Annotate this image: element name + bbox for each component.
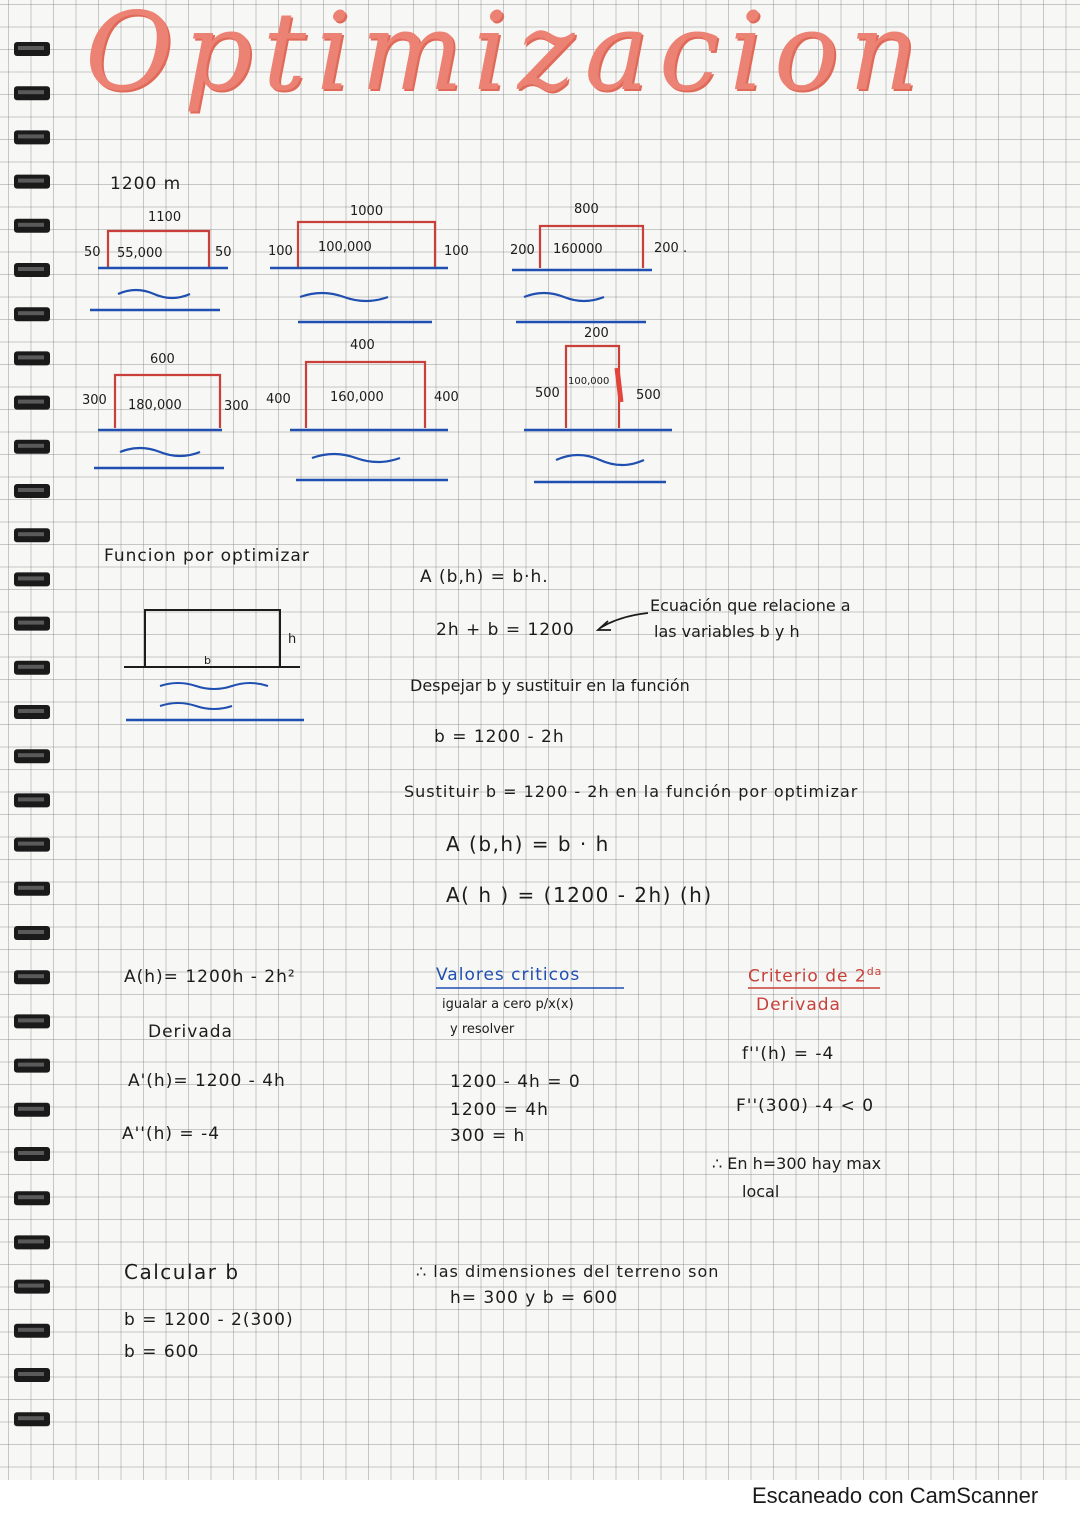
- constraint-note: las variables b y h: [654, 622, 800, 641]
- calc-b-line: b = 1200 - 2(300): [124, 1310, 294, 1330]
- top-length: 1100: [148, 210, 182, 225]
- top-length: 600: [150, 352, 175, 367]
- criterion-subheading: Derivada: [756, 995, 841, 1015]
- section-heading: Funcion por optimizar: [104, 546, 310, 566]
- side-length: 400: [266, 392, 291, 407]
- criterion-conclusion: ∴ En h=300 hay max: [712, 1154, 882, 1173]
- constraint-equation: 2h + b = 1200: [436, 620, 575, 640]
- area-value: 55,000: [117, 246, 163, 261]
- critical-equation: 1200 = 4h: [450, 1100, 549, 1120]
- critical-heading: Valores criticos: [436, 965, 581, 985]
- area-value: 160,000: [330, 390, 384, 405]
- perimeter-label: 1200 m: [110, 174, 182, 194]
- critical-instruction: igualar a cero p/x(x): [442, 997, 574, 1012]
- field-diagram: [94, 375, 224, 468]
- area-value: 160000: [553, 242, 603, 257]
- diagram-h-label: h: [288, 632, 297, 647]
- field-diagram: [90, 231, 228, 310]
- side-length: 500: [535, 386, 560, 401]
- top-length: 1000: [350, 204, 384, 219]
- side-length: 50: [84, 245, 101, 260]
- side-length: 500: [636, 388, 661, 403]
- side-length: 100: [268, 244, 293, 259]
- side-length: 300: [224, 399, 249, 414]
- derivada-label: Derivada: [148, 1022, 233, 1042]
- instruction: Sustituir b = 1200 - 2h en la función por optimizar: [404, 782, 859, 801]
- arrow: [598, 613, 648, 630]
- field-diagram: [512, 226, 652, 322]
- side-length: 400: [434, 390, 459, 405]
- expanded-function: A(h)= 1200h - 2h²: [124, 967, 296, 987]
- constraint-note: Ecuación que relacione a: [650, 596, 851, 615]
- top-length: 200: [584, 326, 609, 341]
- page-title: Optimizacion: [85, 0, 929, 115]
- critical-instruction: y resolver: [450, 1022, 515, 1037]
- first-derivative: A'(h)= 1200 - 4h: [128, 1071, 286, 1091]
- area-value: 180,000: [128, 398, 182, 413]
- top-length: 800: [574, 202, 599, 217]
- field-diagram: [290, 362, 448, 480]
- side-length: 50: [215, 245, 232, 260]
- area-equation: A (b,h) = b · h: [446, 832, 610, 856]
- side-length: 300: [82, 393, 107, 408]
- criterion-conclusion: local: [742, 1182, 780, 1201]
- instruction: Despejar b y sustituir en la función: [410, 676, 690, 695]
- diagram-b-label: b: [204, 654, 211, 667]
- conclusion-line: ∴ las dimensiones del terreno son: [416, 1262, 720, 1281]
- criterion-heading: [748, 965, 882, 987]
- side-length: 100: [444, 244, 469, 259]
- optimization-diagram: [124, 610, 304, 720]
- calc-b-heading: Calcular b: [124, 1260, 240, 1284]
- scanner-watermark: Escaneado con CamScanner: [752, 1483, 1039, 1508]
- calc-b-line: b = 600: [124, 1342, 200, 1362]
- critical-equation: 300 = h: [450, 1126, 526, 1146]
- second-derivative: A''(h) = -4: [122, 1124, 221, 1144]
- area-function: A (b,h) = b·h.: [420, 567, 549, 587]
- top-length: 400: [350, 338, 375, 353]
- area-value: 100,000: [318, 240, 372, 255]
- criterion-line: f''(h) = -4: [742, 1044, 835, 1064]
- conclusion-dimensions: h= 300 y b = 600: [450, 1288, 619, 1308]
- field-diagram: [524, 346, 672, 482]
- criterion-heading-sup: da: [866, 965, 883, 978]
- criterion-heading-text: Criterio de 2: [748, 966, 867, 987]
- criterion-line: F''(300) -4 < 0: [736, 1096, 875, 1116]
- b-expression: b = 1200 - 2h: [434, 727, 565, 747]
- side-length: 200 .: [654, 241, 688, 256]
- area-of-h: A( h ) = (1200 - 2h) (h): [446, 883, 713, 907]
- critical-equation: 1200 - 4h = 0: [450, 1072, 581, 1092]
- area-value: 100,000: [568, 376, 610, 387]
- side-length: 200: [510, 243, 535, 258]
- field-diagram: [270, 222, 448, 322]
